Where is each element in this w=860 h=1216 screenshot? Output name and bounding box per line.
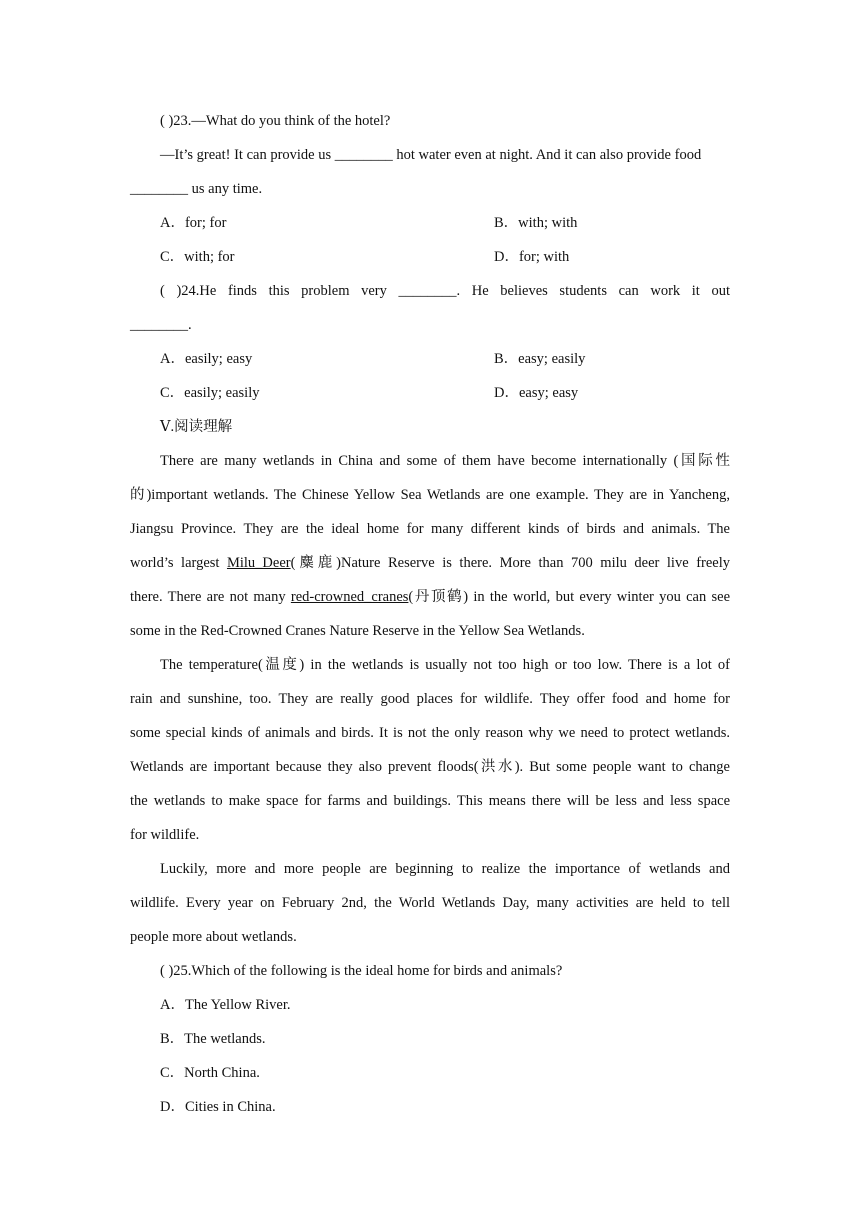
q25-option-c: C．North China. xyxy=(160,1065,260,1081)
passage-p3-line-3: people more about wetlands. xyxy=(130,929,297,945)
passage-p1-line-1: There are many wetlands in China and some of them have become internationally (国际性 xyxy=(160,453,730,469)
q23-options-row-1 xyxy=(130,206,730,240)
underlined-milu-deer: Milu_Deer xyxy=(226,555,291,571)
q24-option-a: A．easily; easy xyxy=(160,351,253,367)
passage-p1-line-4 xyxy=(130,546,730,580)
passage-p2-line-5: the wetlands to make space for farms and buildings. This means there will be less and less space xyxy=(130,793,730,809)
underlined-red-crowned-cranes: red-crowned_cranes xyxy=(290,589,409,605)
passage-p1-line-3: Jiangsu Province. They are the ideal home for many different kinds of birds and animals. The xyxy=(130,521,730,537)
p1-l4-post: (麋鹿)Nature Reserve is there. More than 700 milu deer live freely xyxy=(290,555,730,571)
passage-p1-line-2: 的)important wetlands. The Chinese Yellow Sea Wetlands are one example. They are in Yancheng, xyxy=(130,487,730,503)
passage-p3-line-2: wildlife. Every year on February 2nd, the World Wetlands Day, many activities are held to tell xyxy=(130,895,730,911)
passage-p2-line-2: rain and sunshine, too. They are really good places for wildlife. They offer food and home for xyxy=(130,691,730,707)
document-page xyxy=(130,104,730,1124)
q23-option-a: A．for; for xyxy=(160,215,227,231)
q24-options-row-2 xyxy=(130,376,730,410)
q23-text-line-2: —It’s great! It can provide us ________ hot water even at night. And it can also provide food xyxy=(160,147,702,163)
q24-text-line-1: ( )24.He finds this problem very ________. He believes students can work it out xyxy=(160,283,730,299)
passage-p2-line-3: some special kinds of animals and birds. It is not the only reason why we need to protect wetlands. xyxy=(130,725,730,741)
q23-stem: ( )23.—What do you think of the hotel? xyxy=(160,113,391,129)
q24-options-row-1 xyxy=(130,342,730,376)
passage-p2-line-6: for wildlife. xyxy=(130,827,200,843)
q24-option-b: B．easy; easily xyxy=(494,351,586,367)
passage-p2-line-1: The temperature(温度) in the wetlands is usually not too high or too low. There is a lot of xyxy=(160,657,730,673)
q23-option-d: D．for; with xyxy=(494,249,570,265)
p1-l5-post: (丹顶鹤) in the world, but every winter you can see xyxy=(408,589,731,605)
q24-option-d: D．easy; easy xyxy=(494,385,579,401)
q23-option-c: C．with; for xyxy=(160,249,235,265)
q25-stem: ( )25.Which of the following is the ideal home for birds and animals? xyxy=(160,963,563,979)
passage-p2-line-4: Wetlands are important because they also prevent floods(洪水). But some people want to change xyxy=(130,759,730,775)
section-title: Ⅴ.阅读理解 xyxy=(160,419,233,435)
q23-options-row-2 xyxy=(130,240,730,274)
p1-l4-pre: world’s largest xyxy=(130,555,227,571)
q23-option-b: B．with; with xyxy=(494,215,578,231)
passage-p1-line-6: some in the Red-Crowned Cranes Nature Reserve in the Yellow Sea Wetlands. xyxy=(130,623,585,639)
q25-option-a: A．The Yellow River. xyxy=(160,997,291,1013)
q24-option-c: C．easily; easily xyxy=(160,385,260,401)
q25-option-d: D．Cities in China. xyxy=(160,1099,276,1115)
q25-option-b: B．The wetlands. xyxy=(160,1031,266,1047)
q24-text-line-2: ________. xyxy=(130,317,192,333)
q23-text-line-3: ________ us any time. xyxy=(130,181,263,197)
p1-l5-pre: there. There are not many xyxy=(130,589,291,605)
passage-p3-line-1: Luckily, more and more people are beginning to realize the importance of wetlands and xyxy=(160,861,730,877)
passage-p1-line-5 xyxy=(130,580,730,614)
